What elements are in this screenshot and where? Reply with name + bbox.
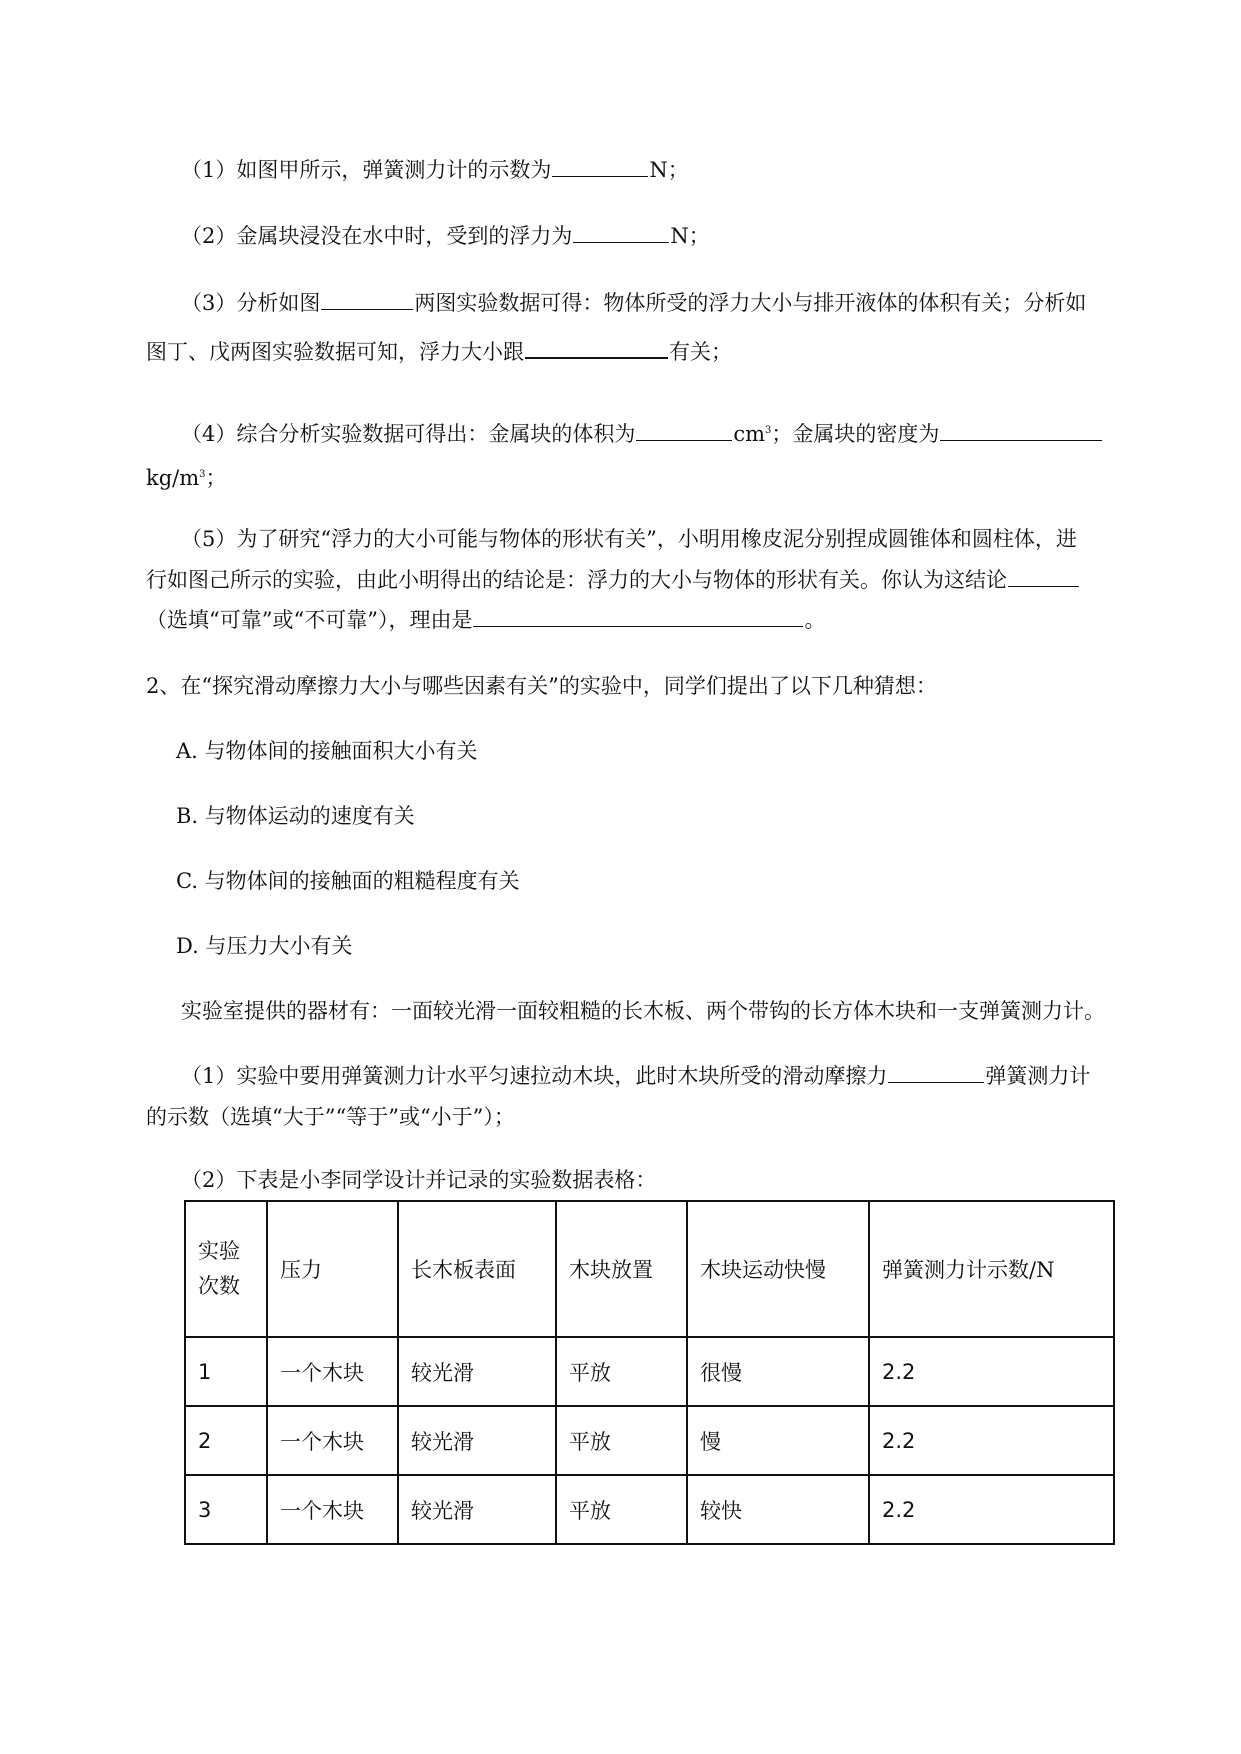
table-row bbox=[185, 1406, 1114, 1475]
unit-kg-m: kg/m bbox=[146, 466, 200, 490]
answer-blank[interactable] bbox=[888, 1081, 984, 1083]
table-header-cell: 木块放置 bbox=[556, 1201, 687, 1337]
table-header-cell: 压力 bbox=[267, 1201, 398, 1337]
table-cell: 很慢 bbox=[687, 1337, 869, 1406]
q2-equipment-text: 实验室提供的器材有：一面较光滑一面较粗糙的长木板、两个带钩的长方体木块和一支弹簧测力计。 bbox=[181, 999, 1105, 1023]
q1-part5-text-l2: 行如图己所示的实验，由此小明得出的结论是：浮力的大小与物体的形状有关。你认为这结论 bbox=[146, 568, 1007, 592]
q1-part3-text-l2: 图丁、戊两图实验数据可知，浮力大小跟 bbox=[146, 340, 524, 364]
q1-part3-end: 有关； bbox=[669, 340, 732, 364]
unit-sup: 3 bbox=[765, 425, 772, 436]
table-cell: 2.2 bbox=[869, 1475, 1114, 1544]
table-header-cell: 实验 次数 bbox=[185, 1201, 267, 1337]
q1-part4-text-cont: ；金属块的密度为 bbox=[771, 422, 940, 446]
q1-part1-unit: N； bbox=[649, 158, 689, 182]
q2-equipment bbox=[181, 1001, 1105, 1022]
q2-option-b bbox=[176, 806, 415, 827]
answer-blank[interactable] bbox=[321, 308, 413, 310]
table-cell: 2.2 bbox=[869, 1337, 1114, 1406]
q1-part5-text-l3: （选填“可靠”或“不可靠”），理由是 bbox=[146, 608, 473, 632]
q1-part5-line1 bbox=[181, 529, 1077, 550]
q2-part1-text: （1）实验中要用弹簧测力计水平匀速拉动木块，此时木块所受的滑动摩擦力 bbox=[181, 1064, 888, 1088]
q2-stem-text: 2、在“探究滑动摩擦力大小与哪些因素有关”的实验中，同学们提出了以下几种猜想： bbox=[146, 674, 937, 698]
q2-part1-line2 bbox=[146, 1107, 515, 1128]
q1-part2-unit: N； bbox=[670, 224, 710, 248]
q1-part3-line1 bbox=[181, 293, 1086, 314]
table-cell: 2.2 bbox=[869, 1406, 1114, 1475]
table-cell: 较光滑 bbox=[398, 1337, 556, 1406]
q2-option-d bbox=[176, 936, 352, 957]
q1-part3-text: （3）分析如图 bbox=[181, 291, 321, 315]
q2-part1-text-cont: 弹簧测力计 bbox=[985, 1064, 1091, 1088]
table-cell: 慢 bbox=[687, 1406, 869, 1475]
table-cell: 平放 bbox=[556, 1406, 687, 1475]
answer-blank[interactable] bbox=[525, 356, 668, 359]
table-cell: 较光滑 bbox=[398, 1475, 556, 1544]
table-cell: 1 bbox=[185, 1337, 267, 1406]
q1-part4-line2 bbox=[146, 468, 227, 489]
option-text: C. 与物体间的接触面的粗糙程度有关 bbox=[176, 869, 520, 893]
q1-part2 bbox=[181, 226, 710, 247]
table-cell: 一个木块 bbox=[267, 1406, 398, 1475]
answer-blank[interactable] bbox=[573, 241, 669, 243]
q1-part5-end: 。 bbox=[804, 608, 826, 632]
answer-blank[interactable] bbox=[1008, 585, 1079, 587]
unit-cm: cm bbox=[733, 422, 766, 446]
q1-part3-line2 bbox=[146, 342, 732, 363]
experiment-data-table bbox=[184, 1200, 1115, 1545]
q2-part1-line1 bbox=[181, 1066, 1090, 1087]
table-cell: 2 bbox=[185, 1406, 267, 1475]
q1-part2-text: （2）金属块浸没在水中时，受到的浮力为 bbox=[181, 224, 573, 248]
q1-part5-line3 bbox=[146, 610, 825, 631]
q2-stem bbox=[146, 676, 937, 697]
table-cell: 一个木块 bbox=[267, 1337, 398, 1406]
table-header-cell: 长木板表面 bbox=[398, 1201, 556, 1337]
q2-option-c bbox=[176, 871, 520, 892]
q1-part4-line1 bbox=[181, 424, 1103, 445]
table-cell: 较快 bbox=[687, 1475, 869, 1544]
answer-blank[interactable] bbox=[940, 439, 1102, 441]
answer-blank[interactable] bbox=[552, 175, 648, 177]
q1-part5-line2 bbox=[146, 570, 1080, 591]
table-cell: 较光滑 bbox=[398, 1406, 556, 1475]
q1-part1-text: （1）如图甲所示，弹簧测力计的示数为 bbox=[181, 158, 552, 182]
table-cell: 平放 bbox=[556, 1475, 687, 1544]
option-text: B. 与物体运动的速度有关 bbox=[176, 804, 415, 828]
table-cell: 平放 bbox=[556, 1337, 687, 1406]
q2-part1-text-l2: 的示数（选填“大于”“等于”或“小于”）； bbox=[146, 1105, 515, 1129]
q2-part2 bbox=[181, 1170, 656, 1191]
unit-sup: 3 bbox=[199, 469, 206, 480]
q1-part5-text: （5）为了研究“浮力的大小可能与物体的形状有关”，小明用橡皮泥分别捏成圆锥体和圆柱体，进 bbox=[181, 527, 1077, 551]
table-header-cell: 弹簧测力计示数/N bbox=[869, 1201, 1114, 1337]
table-cell: 3 bbox=[185, 1475, 267, 1544]
q1-part4-text: （4）综合分析实验数据可得出：金属块的体积为 bbox=[181, 422, 636, 446]
answer-blank[interactable] bbox=[636, 439, 732, 441]
option-text: D. 与压力大小有关 bbox=[176, 934, 353, 958]
q1-part3-text-cont: 两图实验数据可得：物体所受的浮力大小与排开液体的体积有关；分析如 bbox=[414, 291, 1087, 315]
answer-blank[interactable] bbox=[473, 625, 803, 627]
q2-option-a bbox=[176, 741, 478, 762]
q1-part4-end: ； bbox=[205, 466, 227, 490]
table-row bbox=[185, 1337, 1114, 1406]
option-text: A. 与物体间的接触面积大小有关 bbox=[176, 739, 478, 763]
table-header-row bbox=[185, 1201, 1114, 1337]
q2-part2-text: （2）下表是小李同学设计并记录的实验数据表格： bbox=[181, 1168, 657, 1192]
table-row bbox=[185, 1475, 1114, 1544]
table-cell: 一个木块 bbox=[267, 1475, 398, 1544]
q1-part1 bbox=[181, 160, 689, 181]
table-header-cell: 木块运动快慢 bbox=[687, 1201, 869, 1337]
